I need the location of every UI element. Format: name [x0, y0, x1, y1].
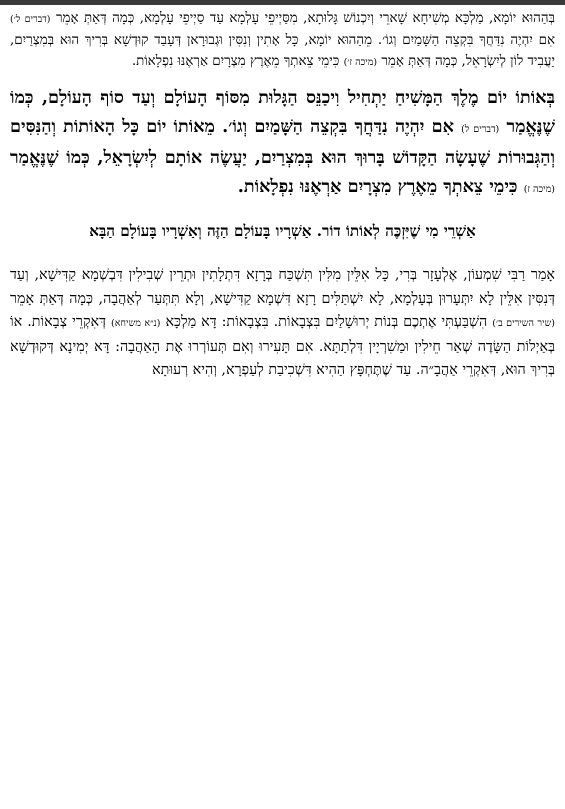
aramaic-text-5: הִשְׁבַּעְתִּי אֶתְכֶם בְּנוֹת יְרוּשָׁלַיִם בִּצְבָאוֹת. בִּצְבָאוֹת: דָּא מַלְכָּא — [165, 314, 488, 330]
source-reference: (נ״א משיחא) — [110, 318, 161, 329]
top-bar — [0, 0, 565, 5]
aramaic-text-1: בְּהַהוּא יוֹמָא, מַלְכָּא מְשִׁיחָא שָׁארֵי וְיִכְנוֹשׁ גָּלוּתָא, מִסַּיְיפֵי עָלְמָא עַד סַיְיפֵי עָלְמָא, כְּמָה דְּאַתְּ אָמֵר — [55, 11, 555, 26]
hebrew-translation-paragraph — [10, 84, 555, 204]
aramaic-text-6: דְּאִקְרֵי צְבָאוֹת. אוֹ בְּאַיְלוֹת הַשָּׂדֶה שְׁאַר חֵילִין וּמַשִׁרְיָין דִּלְתַתָּא. אִם תָּעִירוּ וְאִם תְּעוֹרְרוּ אֶת הָאַהֲבָה: דָּא יְמִינָא דְּקוּדְשָׁא בְּרִיךְ הוּא, דְּאִקְרֵי אַהֲבָ״ה. עַד שֶׁתֶּחְפָּץ הַהִיא דִּשְׁכִיבַת לְעַפְרָא, וְהִיא רְעוּתָא — [10, 314, 555, 378]
hebrew-text-2: אִם יִהְיֶה נִדַּחֲךָ בִּקְצֵה הַשָּׁמַיִם וְגוֹ׳. מֵאוֹתוֹ יוֹם כָּל הָאוֹתוֹת וְהַנִּסִּים וְהַגְּבוּרוֹת שֶׁעָשָׂה הַקָּדוֹשׁ בָּרוּךְ הוּא בְּמִצְרַיִם, יַעֲשֶׂה אוֹתָם לְיִשְׂרָאֵל, כְּמוֹ שֶׁנֶּאֱמַר — [10, 115, 555, 168]
aramaic-text-2: אִם יִהְיֶה נִדַּחֲךָ בִּקְצֵה הַשָּׁמַיִם וְגוֹ׳. מֵהַהוּא יוֹמָא, כָּל אָתִין וְנִסִּין וּגְבוּרָאן דְּעָבַד קוּדְשָׁא בְּרִיךְ הוּא בְּמִצְרַיִם, יַעֲבִיד לוֹן לְיִשְׂרָאֵל, כְּמָה דְּאַתְּ אָמֵר — [10, 33, 555, 69]
source-reference: (דברים ל) — [461, 123, 500, 135]
source-reference: (מיכה ז) — [523, 183, 555, 195]
aramaic-text-4: אָמַר רַבִּי שִׁמְעוֹן, אֶלְעָזָר בְּרִי, כָּל אִלֵּין מִלִּין תִּשְׁכַּח בְּרָזָא דִּתְלָתִין וּתְרֵין שְׁבִילִין דִּבְשְׁמָא קַדִּישָׁא, וְעַד דְּנִסִּין אִלֵּין לָא יִתְּעָרוּן בְּעָלְמָא, לָא יִשְׁתַּלִּים רָזָא דִּשְׁמָא קַדִּישָׁא, וְלָא תִּתְּעַר לְאַהֲבָה, כְּמָה דְּאַתְּ אָמֵר — [10, 267, 555, 307]
source-reference: (דברים ל׳) — [10, 14, 51, 25]
hebrew-text-3: כִּימֵי צֵאתְךָ מֵאֶרֶץ מִצְרָיִם אַרְאֶנּוּ נִפְלָאוֹת. — [237, 175, 518, 197]
aramaic-paragraph — [10, 8, 555, 73]
document-page — [10, 8, 555, 383]
aramaic-text-3: כִּימֵי צֵאתְךָ מֵאֶרֶץ מִצְרָיִם אַרְאֶנּוּ נִפְלָאוֹת. — [131, 54, 340, 69]
source-reference: (מיכה ז׳) — [343, 57, 378, 68]
source-reference: (שיר השירים ב׳) — [492, 318, 555, 329]
hebrew-text-1: בְּאוֹתוֹ יוֹם מֶלֶךְ הַמָּשִׁיחַ יַתְחִיל וִיכַנֵּס הַגָּלוּת מִסּוֹף הָעוֹלָם וְעַד סוֹף הָעוֹלָם, כְּמוֹ שֶׁנֶּאֱמַר — [10, 87, 555, 137]
aramaic-paragraph-2 — [10, 264, 555, 383]
section-heading: אַשְׁרֵי מִי שֶׁיִּזְכֶּה לְאוֹתוֹ דוֹר. אַשְׁרָיו בָּעוֹלָם הַזֶּה וְאַשְׁרָיו בָּעוֹלָם הַבָּא — [89, 222, 476, 240]
